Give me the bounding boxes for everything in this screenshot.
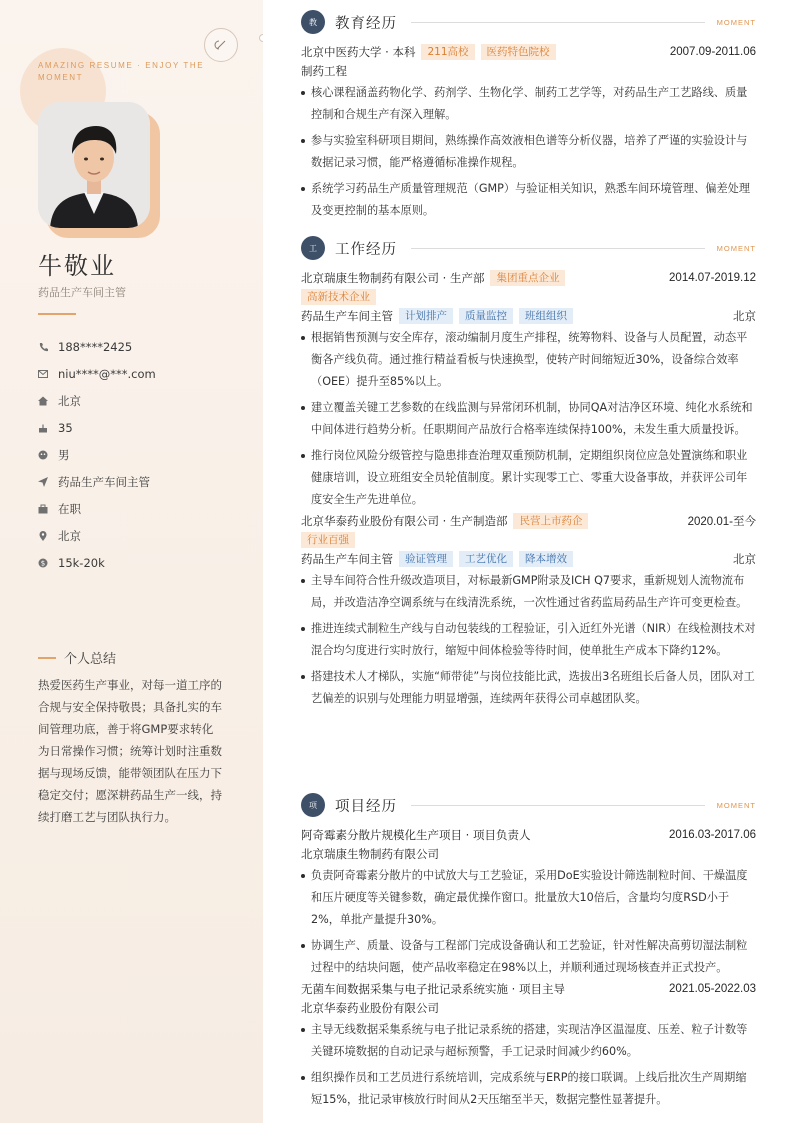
- projects-header: [301, 793, 756, 817]
- education-rule: [411, 22, 705, 23]
- phone-icon: [38, 342, 48, 352]
- list-item: 主导无线数据采集系统与电子批记录系统的搭建，实现洁净区温湿度、压差、粒子计数等关键环境数据的自动记录与超标预警，手工记录时间减少约60%。: [301, 1019, 756, 1063]
- project-org: 北京华泰药业股份有限公司: [301, 1000, 439, 1015]
- info-salary-text: 15k-20k: [58, 555, 105, 570]
- school-tag: 211高校: [421, 44, 474, 60]
- skill-tag: 验证管理: [399, 551, 453, 567]
- education-entry: [301, 42, 756, 61]
- company-name: 北京瑞康生物制药有限公司 · 生产部: [301, 270, 485, 285]
- work-tag: MOMENT: [716, 243, 756, 253]
- list-item: 核心课程涵盖药物化学、药剂学、生物化学、制药工艺学等，对药品生产工艺路线、质量控制和合规生产有深入理解。: [301, 82, 756, 126]
- projects-number: 项: [301, 793, 325, 817]
- info-gender-text: 男: [58, 447, 70, 462]
- info-home: [38, 387, 248, 414]
- project-name: 无菌车间数据采集与电子批记录系统实施 · 项目主导: [301, 981, 565, 996]
- job-role-row: [301, 549, 756, 568]
- job-header: [301, 511, 756, 530]
- summary-heading: [38, 648, 116, 667]
- info-gender: [38, 441, 248, 468]
- education-major: 制药工程: [301, 63, 347, 78]
- job-role: 药品生产车间主管: [301, 308, 393, 323]
- job-bullets: [301, 327, 756, 511]
- info-status: [38, 495, 248, 522]
- badge-icon: [204, 28, 238, 62]
- summary-title: 个人总结: [64, 652, 117, 667]
- info-home-text: 北京: [58, 393, 81, 408]
- list-item: 协调生产、质量、设备与工程部门完成设备确认和工艺验证，针对性解决高剪切湿法制粒过程中的结块问题，使产品收率稳定在98%以上，并顺利通过现场核查并正式投产。: [301, 935, 756, 979]
- info-phone: [38, 333, 248, 360]
- work-header: [301, 236, 756, 260]
- projects-tag: MOMENT: [716, 800, 756, 810]
- work-title: 工作经历: [335, 241, 397, 258]
- education-title: 教育经历: [335, 15, 397, 32]
- mail-icon: [38, 369, 48, 379]
- job-role: 药品生产车间主管: [301, 551, 393, 566]
- list-item: 推进连续式制粒生产线与自动包装线的工程验证，引入近红外光谱（NIR）在线检测技术对混合均匀度进行实时放行，缩短中间体检验等待时间，使单批生产成本下降约12%。: [301, 618, 756, 662]
- project-date: 2021.05-2022.03: [669, 982, 756, 995]
- company-tag: 集团重点企业: [490, 270, 565, 286]
- work-section: [301, 236, 756, 714]
- job-header: [301, 268, 756, 287]
- school-name: 北京中医药大学 · 本科: [301, 44, 416, 59]
- project-entry: [301, 825, 756, 979]
- summary-bar: [38, 657, 56, 659]
- location-icon: [38, 531, 48, 541]
- project-bullets: [301, 865, 756, 979]
- list-item: 推行岗位风险分级管控与隐患排查治理双重预防机制，定期组织岗位应急处置演练和职业健康培训，设立班组安全员轮值制度。累计实现零工亡、零重大设备事故，并获评公司年度安全生产先进单位。: [301, 445, 756, 511]
- list-item: 负责阿奇霉素分散片的中试放大与工艺验证，采用DoE实验设计筛选制粒时间、干燥温度和压片硬度等关键参数，确定最优操作窗口。批量放大10倍后，含量均匀度RSD小于2%，单批产量提升30%。: [301, 865, 756, 931]
- avatar: [38, 102, 150, 228]
- company-tag: 高新技术企业: [301, 289, 376, 305]
- skill-tag: 计划排产: [399, 308, 453, 324]
- job-role-row: [301, 306, 756, 325]
- skill-tag: 降本增效: [519, 551, 573, 567]
- company-tag: 民营上市药企: [513, 513, 588, 529]
- company-tag: 行业百强: [301, 532, 355, 548]
- info-email-text: niu****@***.com: [58, 366, 156, 381]
- cake-icon: [38, 423, 48, 433]
- send-icon: [38, 477, 48, 487]
- list-item: 组织操作员和工艺员进行系统培训，完成系统与ERP的接口联调。上线后批次生产周期缩短15%，批记录审核放行时间从2天压缩至半天，数据完整性显著提升。: [301, 1067, 756, 1111]
- education-date: 2007.09-2011.06: [669, 45, 756, 58]
- work-rule: [411, 248, 705, 249]
- list-item: 参与实验室科研项目期间，熟练操作高效液相色谱等分析仪器，培养了严谨的实验设计与数据记录习惯，能严格遵循标准操作规程。: [301, 130, 756, 174]
- list-item: 建立覆盖关键工艺参数的在线监测与异常闭环机制，协同QA对洁净区环境、纯化水系统和中间体进行趋势分析。任职期间产品放行合格率连续保持100%，未发生重大质量投诉。: [301, 397, 756, 441]
- job-entry: [301, 268, 756, 511]
- company-tag-row: [301, 530, 756, 549]
- info-status-text: 在职: [58, 501, 81, 516]
- svg-text:$: $: [40, 559, 46, 568]
- project-name: 阿奇霉素分散片规模化生产项目 · 项目负责人: [301, 827, 531, 842]
- list-item: 搭建技术人才梯队，实施“师带徒”与岗位技能比武，选拔出3名班组长后备人员，团队对工艺偏差的识别与处理能力明显增强，连续两年获得公司卓越团队奖。: [301, 666, 756, 710]
- projects-title: 项目经历: [335, 798, 397, 815]
- education-bullets: [301, 82, 756, 222]
- info-phone-text: 188****2425: [58, 339, 133, 354]
- project-date: 2016.03-2017.06: [669, 828, 756, 841]
- projects-section: [301, 793, 756, 1115]
- contact-info-list: [38, 333, 248, 576]
- list-item: 主导车间符合性升级改造项目，对标最新GMP附录及ICH Q7要求，重新规划人流物流布局，并改造洁净空调系统与在线清洗系统，一次性通过省药监局药品生产许可变更检查。: [301, 570, 756, 614]
- school-tag: 医药特色院校: [481, 44, 556, 60]
- decorative-dot: [259, 34, 263, 42]
- gender-icon: [38, 450, 48, 460]
- job-city: 北京: [733, 308, 756, 323]
- skill-tag: 班组组织: [519, 308, 573, 324]
- job-bullets: [301, 570, 756, 710]
- project-bullets: [301, 1019, 756, 1111]
- info-position: [38, 468, 248, 495]
- info-email: [38, 360, 248, 387]
- project-header: [301, 979, 756, 998]
- job-date: 2020.01-至今: [687, 515, 756, 528]
- job-date: 2014.07-2019.12: [669, 271, 756, 284]
- list-item: 根据销售预测与安全库存，滚动编制月度生产排程，统筹物料、设备与人员配置，动态平衡各产线负荷。通过推行精益看板与快速换型，使转产时间缩短近30%，设备综合效率（OEE）提升至85%以上。: [301, 327, 756, 393]
- info-age-text: 35: [58, 420, 73, 435]
- skill-tag: 质量监控: [459, 308, 513, 324]
- company-tag-row: [301, 287, 756, 306]
- education-section: [301, 10, 756, 226]
- info-location-text: 北京: [58, 528, 81, 543]
- job-entry: [301, 511, 756, 710]
- education-header: [301, 10, 756, 34]
- sidebar: [0, 0, 263, 1123]
- project-entry: [301, 979, 756, 1111]
- education-tag: MOMENT: [716, 17, 756, 27]
- info-location: [38, 522, 248, 549]
- summary-text: 热爱医药生产事业，对每一道工序的合规与安全保持敬畏；具备扎实的车间管理功底，善于将GMP要求转化为日常操作习惯；统筹计划时注重数据与现场反馈，能带领团队在压力下稳定交付；愿深耕药品生产一线，持续打磨工艺与团队执行力。: [38, 678, 222, 824]
- info-position-text: 药品生产车间主管: [58, 474, 150, 489]
- person-name: 牛敬业: [38, 252, 116, 280]
- company-name: 北京华泰药业股份有限公司 · 生产制造部: [301, 513, 508, 528]
- home-icon: [38, 396, 48, 406]
- divider: [38, 313, 76, 315]
- info-salary: [38, 549, 248, 576]
- job-title: 药品生产车间主管: [38, 286, 126, 299]
- info-age: [38, 414, 248, 441]
- money-icon: [38, 558, 48, 568]
- skill-tag: 工艺优化: [459, 551, 513, 567]
- list-item: 系统学习药品生产质量管理规范（GMP）与验证相关知识，熟悉车间环境管理、偏差处理及变更控制的基本原则。: [301, 178, 756, 222]
- job-city: 北京: [733, 551, 756, 566]
- tagline: AMAZING RESUME · ENJOY THE MOMENT: [38, 61, 205, 82]
- projects-rule: [411, 805, 705, 806]
- briefcase-icon: [38, 504, 48, 514]
- education-number: 教: [301, 10, 325, 34]
- work-number: 工: [301, 236, 325, 260]
- project-header: [301, 825, 756, 844]
- project-org: 北京瑞康生物制药有限公司: [301, 846, 439, 861]
